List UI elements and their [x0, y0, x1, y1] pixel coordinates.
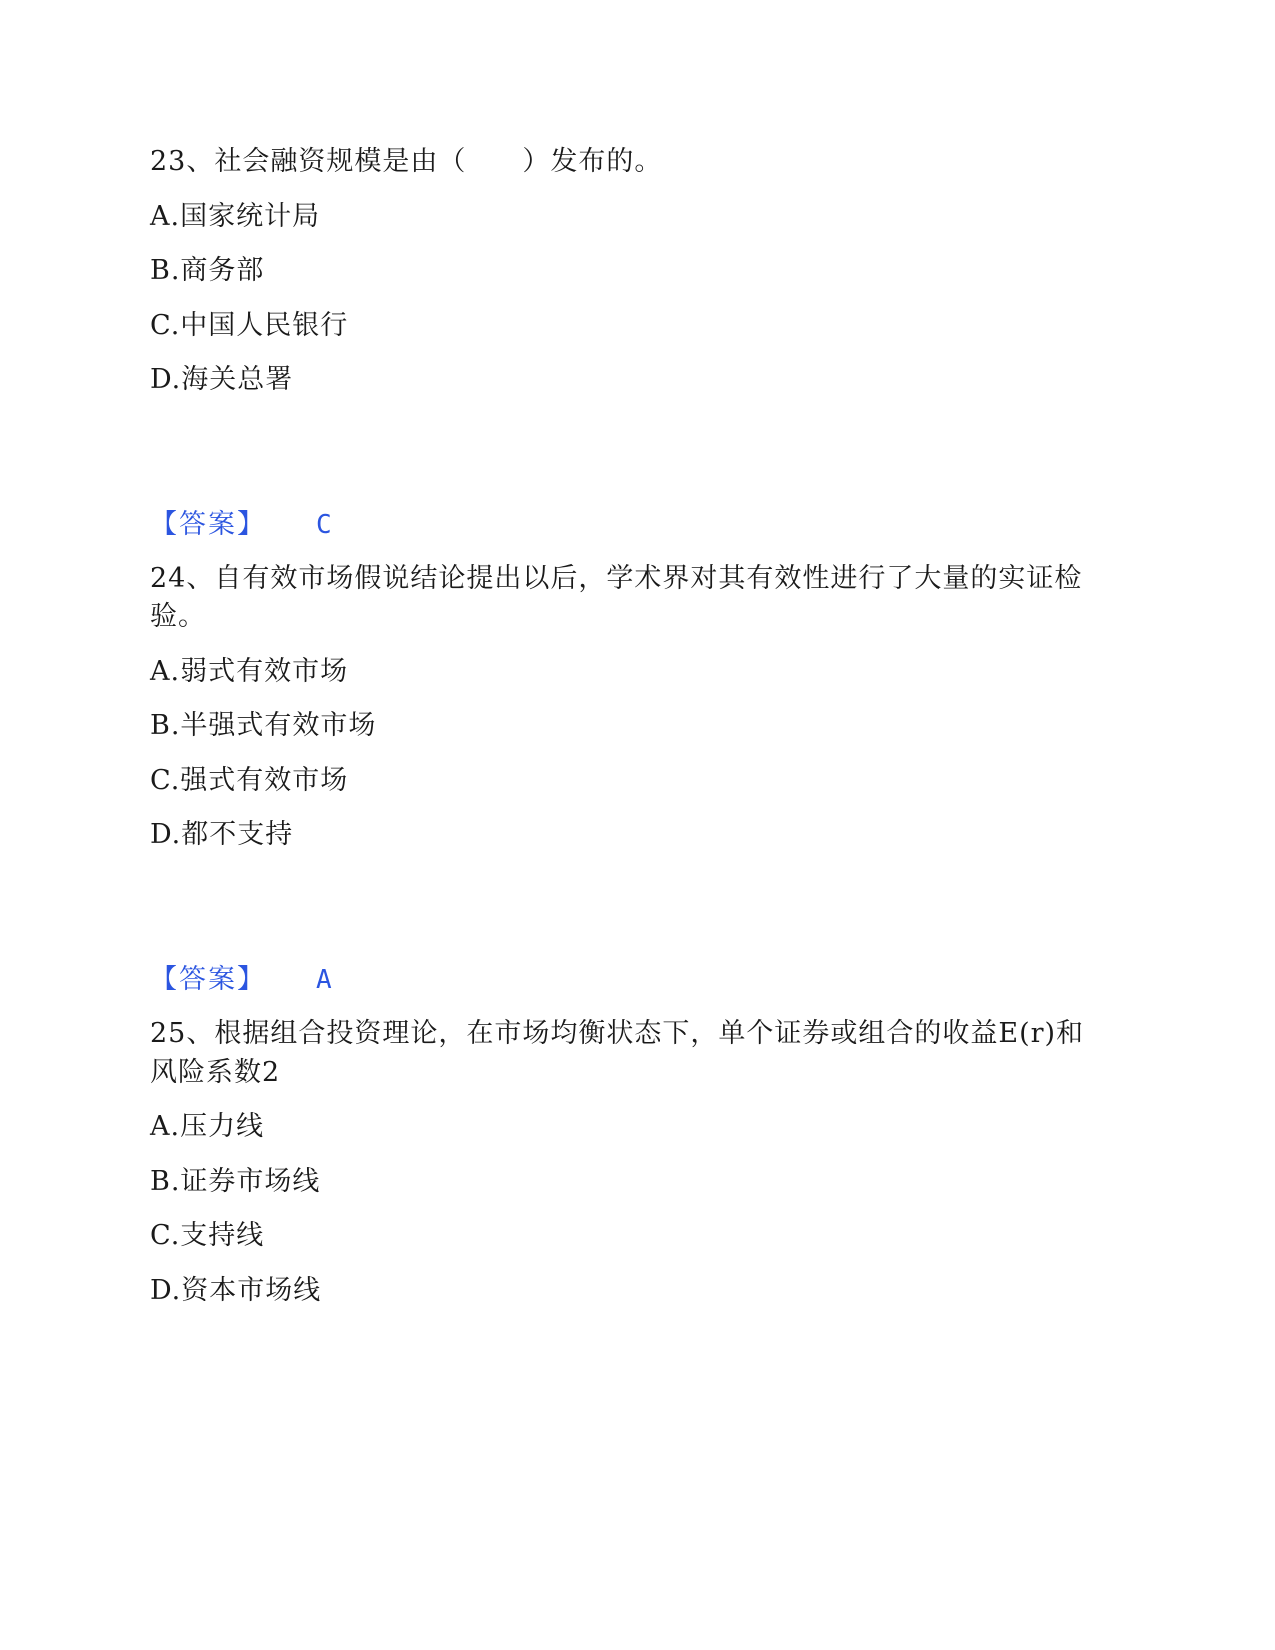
question-24-answer [150, 960, 332, 1000]
question-24-stem-line-2: 验。 [150, 601, 206, 632]
question-23-stem: 23、社会融资规模是由（ ）发布的。 [150, 146, 663, 177]
question-25-stem-line-2: 风险系数2 [150, 1057, 281, 1088]
question-25-option-a: A.压力线 [150, 1111, 265, 1142]
question-25-option-c: C.支持线 [150, 1220, 265, 1251]
question-23-option-b: B.商务部 [150, 255, 265, 286]
question-25-stem-line-1: 25、根据组合投资理论，在市场均衡状态下，单个证券或组合的收益E(r)和 [150, 1018, 1085, 1049]
question-24-stem-line-1: 24、自有效市场假说结论提出以后，学术界对其有效性进行了大量的实证检 [150, 563, 1083, 594]
question-24-option-d: D.都不支持 [150, 819, 294, 850]
question-24-option-b: B.半强式有效市场 [150, 710, 377, 741]
answer-value: A [316, 965, 332, 995]
answer-tag: 【答案】 [150, 964, 266, 995]
question-23-option-c: C.中国人民银行 [150, 310, 349, 341]
question-24-option-c: C.强式有效市场 [150, 765, 349, 796]
question-25-option-d: D.资本市场线 [150, 1275, 322, 1306]
answer-tag: 【答案】 [150, 509, 266, 540]
answer-value: C [316, 510, 332, 540]
question-24-option-a: A.弱式有效市场 [150, 656, 349, 687]
question-23-answer [150, 505, 332, 545]
question-23-option-a: A.国家统计局 [150, 201, 321, 232]
question-23-option-d: D.海关总署 [150, 364, 294, 395]
question-25-option-b: B.证券市场线 [150, 1166, 321, 1197]
